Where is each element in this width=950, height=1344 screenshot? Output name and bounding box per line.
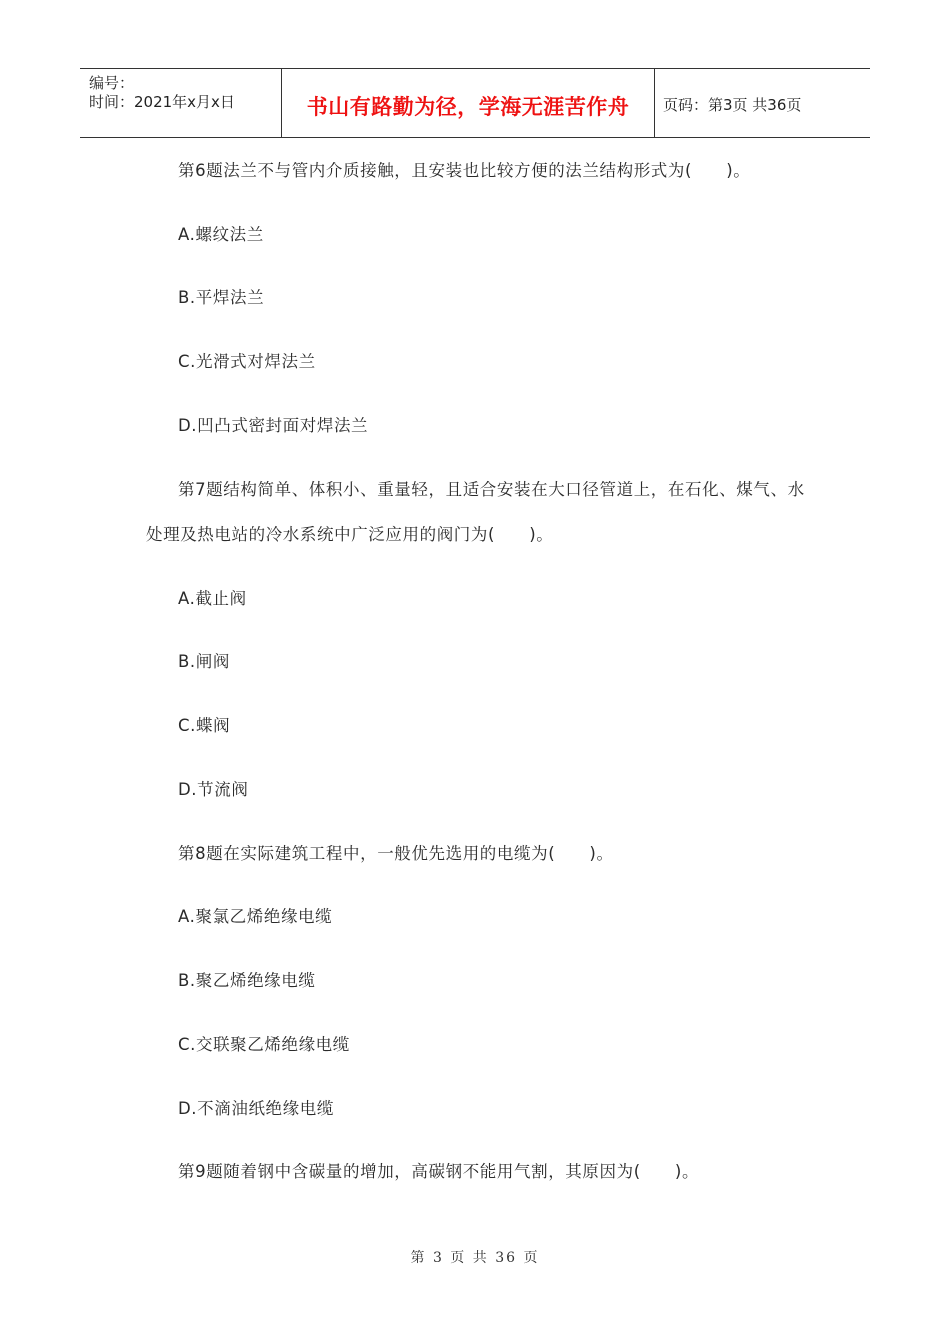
question-7-stem-line-2: 处理及热电站的冷水系统中广泛应用的阀门为( )。 [146,525,554,544]
question-6-option-b: B.平焊法兰 [178,288,265,307]
document-date-label: 时间：2021年x月x日 [89,93,235,111]
page-header [80,68,870,138]
question-6-option-a: A.螺纹法兰 [178,225,264,244]
question-8-option-c: C.交联聚乙烯绝缘电缆 [178,1035,350,1054]
question-8-stem: 第8题在实际建筑工程中，一般优先选用的电缆为( )。 [178,844,614,863]
header-motto: 书山有路勤为径，学海无涯苦作舟 [306,95,630,119]
question-8-option-d: D.不滴油纸绝缘电缆 [178,1099,334,1118]
header-page-info: 页码：第3页 共36页 [663,96,802,114]
question-6-stem: 第6题法兰不与管内介质接触，且安装也比较方便的法兰结构形式为( )。 [178,161,751,180]
question-7-option-b: B.闸阀 [178,652,230,671]
header-page-cell [655,69,870,137]
question-7-stem-line-1: 第7题结构简单、体积小、重量轻，且适合安装在大口径管道上，在石化、煤气、水 [178,480,805,499]
question-7-option-d: D.节流阀 [178,780,249,799]
question-7-option-a: A.截止阀 [178,589,247,608]
question-6-option-c: C.光滑式对焊法兰 [178,352,316,371]
question-8-option-b: B.聚乙烯绝缘电缆 [178,971,316,990]
header-meta-cell [80,69,282,137]
question-9-stem: 第9题随着钢中含碳量的增加，高碳钢不能用气割，其原因为( )。 [178,1162,700,1181]
question-7-option-c: C.蝶阀 [178,716,231,735]
question-8-option-a: A.聚氯乙烯绝缘电缆 [178,907,333,926]
question-6-option-d: D.凹凸式密封面对焊法兰 [178,416,369,435]
document-number-label: 编号： [89,74,135,92]
page-footer: 第 3 页 共 36 页 [410,1250,540,1266]
header-motto-cell [282,69,655,137]
